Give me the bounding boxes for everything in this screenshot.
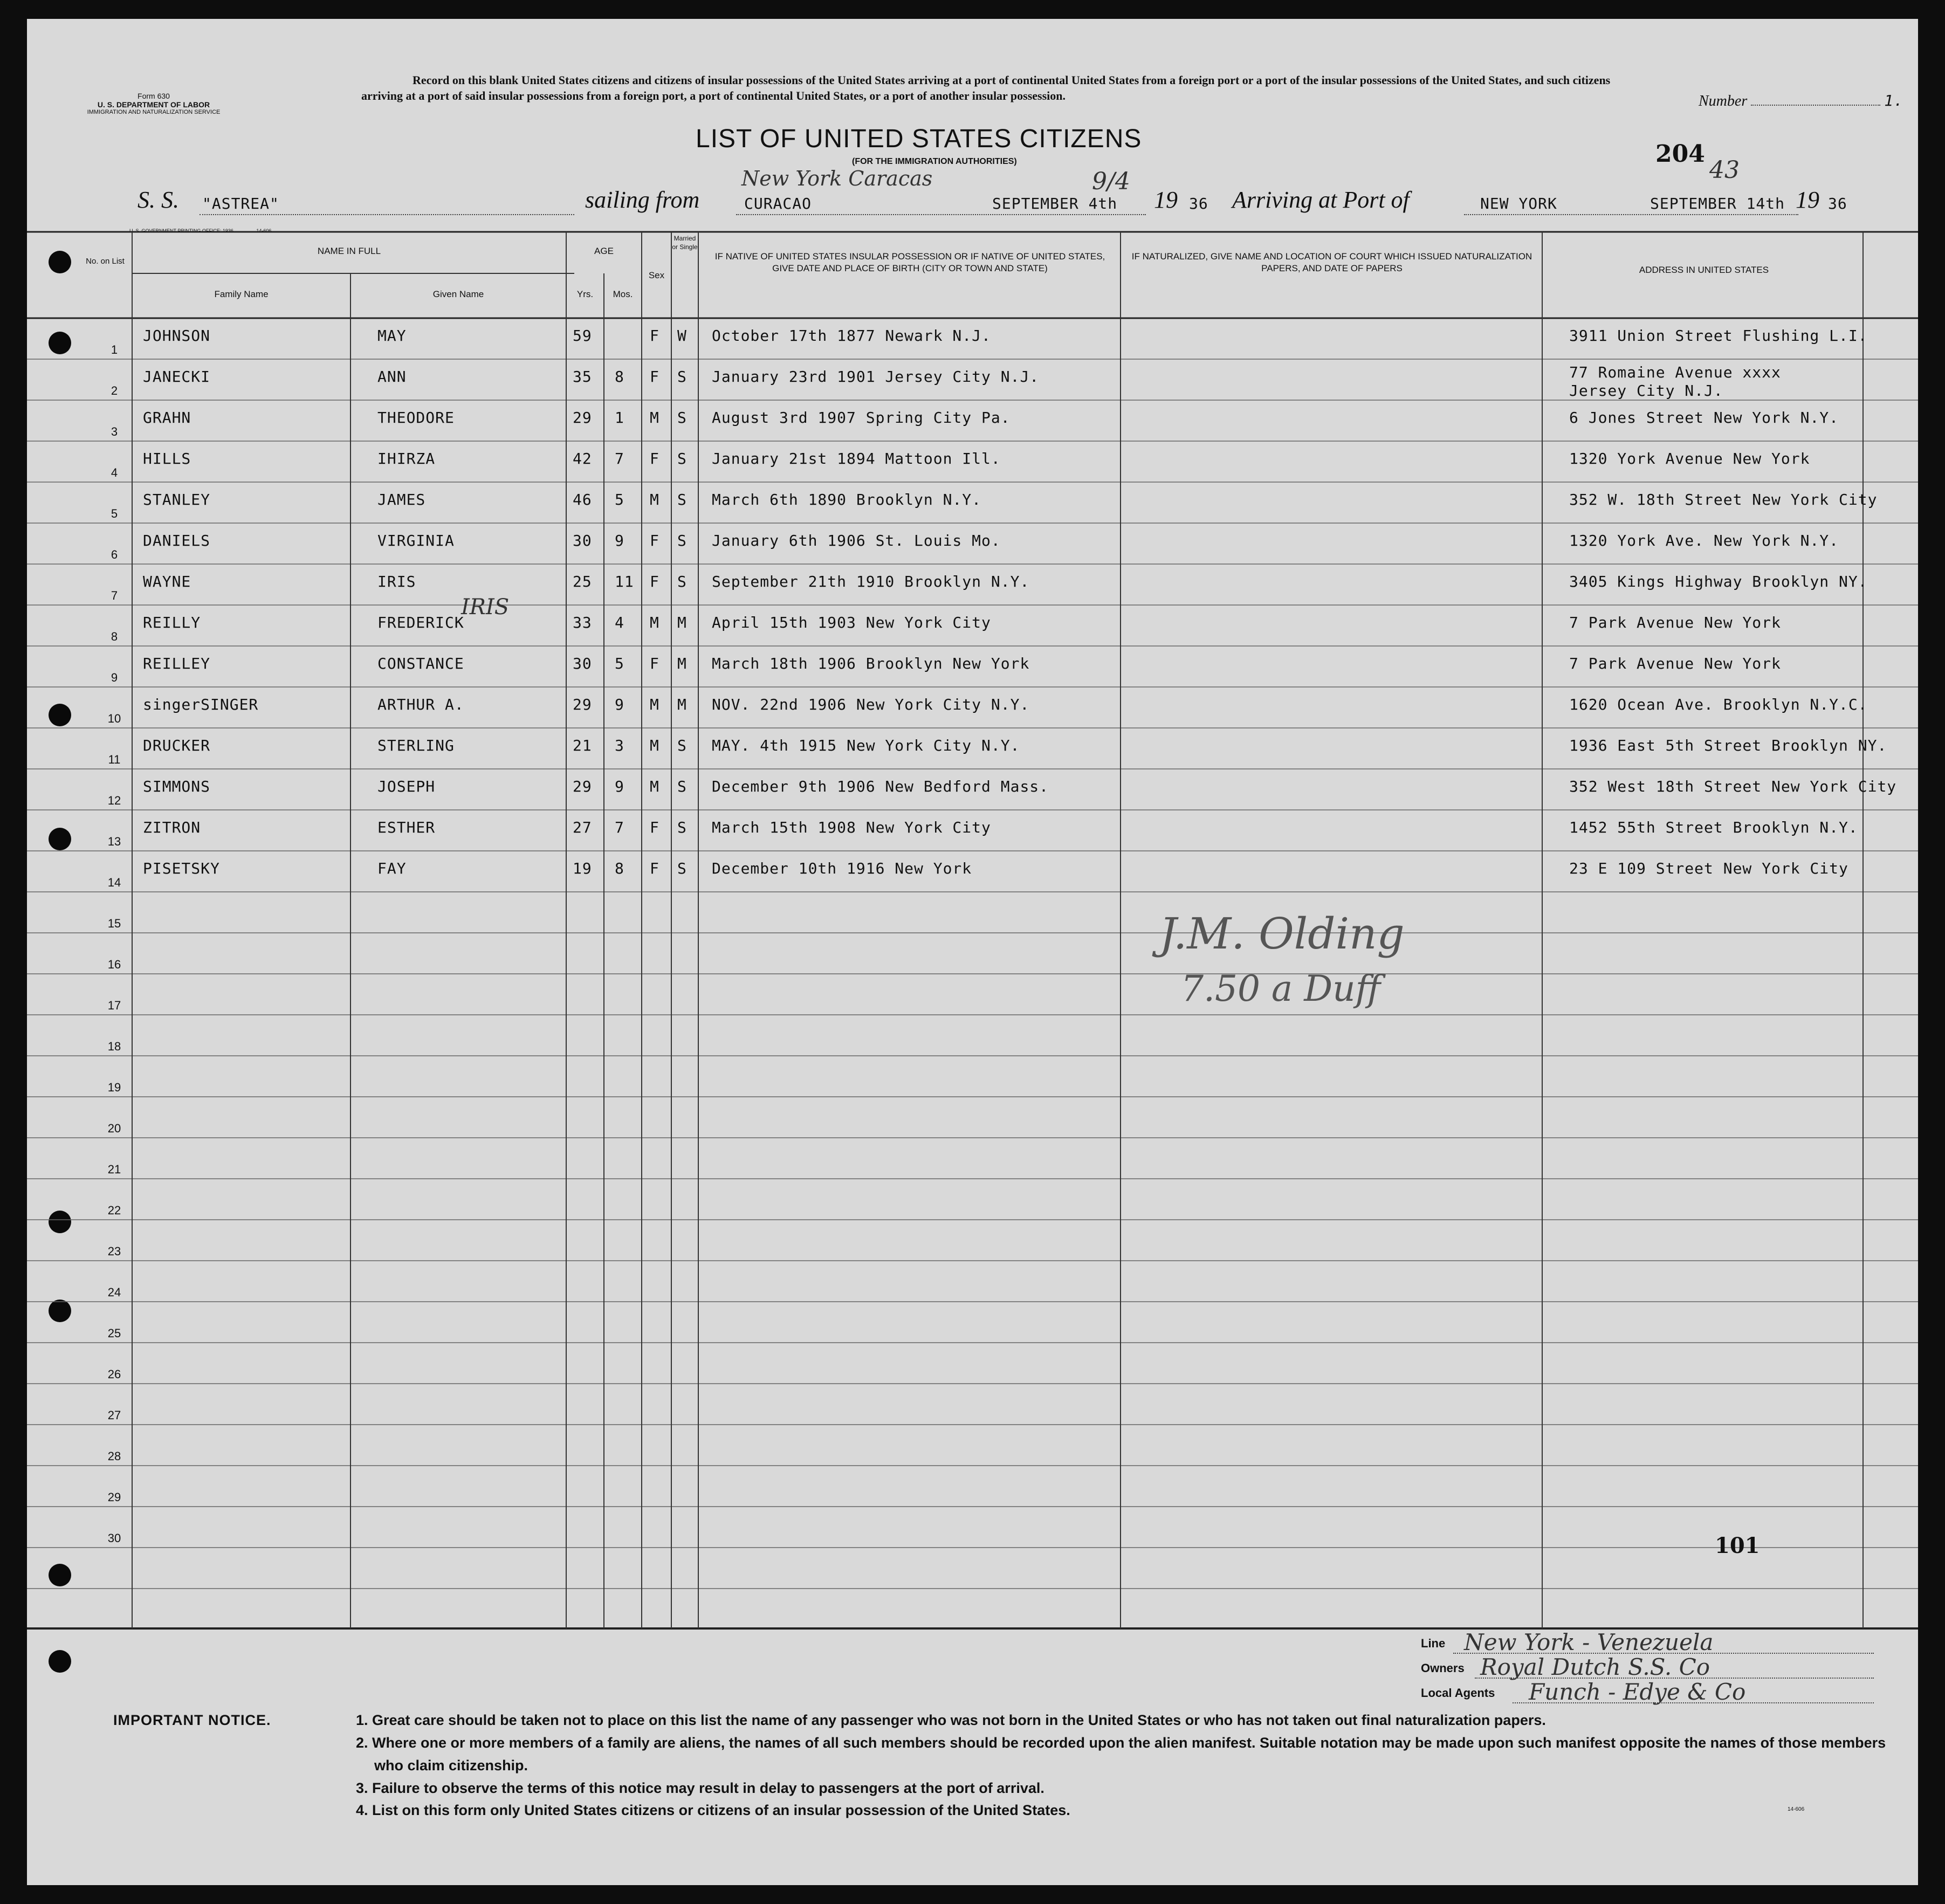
table-row: [27, 482, 1918, 523]
table-row: [27, 646, 1918, 687]
row-number: 12: [107, 794, 121, 807]
birth-info: September 21th 1910 Brooklyn N.Y.: [712, 573, 1030, 590]
marital-status: M: [677, 614, 687, 631]
owners-value: Royal Dutch S.S. Co: [1480, 1654, 1710, 1680]
family-name: SIMMONS: [143, 778, 211, 795]
row-number: 29: [107, 1490, 121, 1504]
address: 1452 55th Street Brooklyn N.Y.: [1569, 819, 1858, 836]
arrival-date: SEPTEMBER 14th: [1650, 195, 1785, 212]
row-number: 30: [107, 1531, 121, 1545]
marital-status: S: [677, 573, 687, 590]
given-name: VIRGINIA: [377, 532, 455, 549]
given-name: JAMES: [377, 491, 426, 508]
arriving-label: Arriving at Port of: [1232, 187, 1410, 213]
table-row: [27, 851, 1918, 892]
age-months: 11: [615, 573, 634, 590]
family-name: HILLS: [143, 450, 191, 468]
row-number: 28: [107, 1449, 121, 1463]
row-number: 15: [107, 917, 121, 930]
sex: F: [650, 819, 659, 836]
table-row: [27, 400, 1918, 441]
birth-info: January 23rd 1901 Jersey City N.J.: [712, 368, 1040, 386]
address: 352 West 18th Street New York City: [1569, 778, 1897, 795]
birth-info: MAY. 4th 1915 New York City N.Y.: [712, 737, 1020, 754]
table-row: [27, 441, 1918, 482]
family-name: singerSINGER: [143, 696, 259, 713]
col-header-mos: Mos.: [613, 289, 633, 299]
row-number: 20: [107, 1122, 121, 1135]
given-name: CONSTANCE: [377, 655, 464, 672]
handwritten-overwrite: New York Caracas: [741, 167, 933, 190]
notice-item-3: 3. Failure to observe the terms of this notice may result in delay to passengers at the port of arrival.: [356, 1779, 1044, 1796]
given-name: FREDERICK: [377, 614, 464, 631]
age-years: 30: [573, 655, 592, 672]
address: 1320 York Ave. New York N.Y.: [1569, 532, 1839, 549]
row-number: 17: [107, 999, 121, 1012]
family-name: PISETSKY: [143, 860, 220, 877]
age-months: 8: [615, 368, 624, 386]
inspector-signature: J.M. Olding: [1159, 909, 1405, 959]
row-number: 4: [111, 466, 118, 479]
given-name: STERLING: [377, 737, 455, 754]
notice-item-2: 2. Where one or more members of a family are aliens, the names of all such members should be recorded upon the alien manifest. Suitable notation may be made upon such manifest opposite the names of those members who claim citizenship.: [356, 1734, 1886, 1774]
table-row: [27, 564, 1918, 605]
marital-status: W: [677, 327, 687, 345]
birth-info: April 15th 1903 New York City: [712, 614, 991, 631]
birth-info: December 10th 1916 New York: [712, 860, 972, 877]
page-annotation: 43: [1709, 156, 1740, 184]
table-row: [27, 728, 1918, 769]
sex: F: [650, 327, 659, 345]
marital-status: S: [677, 819, 687, 836]
birth-info: December 9th 1906 New Bedford Mass.: [712, 778, 1049, 795]
row-number: 8: [111, 630, 118, 643]
sex: F: [650, 450, 659, 468]
sex: M: [650, 409, 659, 427]
given-name: IRIS: [377, 573, 416, 590]
birth-info: January 6th 1906 St. Louis Mo.: [712, 532, 1001, 549]
row-number: 16: [107, 958, 121, 971]
age-months: 9: [615, 532, 624, 549]
line-value: New York - Venezuela: [1464, 1629, 1714, 1655]
sailing-label: sailing from: [585, 187, 700, 213]
table-row: [27, 687, 1918, 728]
table-row: [27, 769, 1918, 810]
marital-status: S: [677, 368, 687, 386]
family-name: JANECKI: [143, 368, 211, 386]
row-number: 22: [107, 1204, 121, 1217]
sex: M: [650, 614, 659, 631]
age-years: 33: [573, 614, 592, 631]
marital-status: S: [677, 737, 687, 754]
given-name: ARTHUR A.: [377, 696, 464, 713]
address: 77 Romaine Avenue xxxx: [1569, 363, 1781, 381]
ss-label: S. S.: [138, 187, 179, 213]
given-name: ESTHER: [377, 819, 436, 836]
family-name: DRUCKER: [143, 737, 211, 754]
age-years: 59: [573, 327, 592, 345]
page-title: LIST OF UNITED STATES CITIZENS: [696, 125, 1142, 153]
family-name: JOHNSON: [143, 327, 211, 345]
given-name: FAY: [377, 860, 407, 877]
family-name: ZITRON: [143, 819, 201, 836]
age-months: 1: [615, 409, 624, 427]
address: 3911 Union Street Flushing L.I.: [1569, 327, 1868, 345]
given-name: IHIRZA: [377, 450, 436, 468]
address: 352 W. 18th Street New York City: [1569, 491, 1878, 508]
birth-info: August 3rd 1907 Spring City Pa.: [712, 409, 1011, 427]
age-years: 25: [573, 573, 592, 590]
table-row: [27, 359, 1918, 400]
sex: F: [650, 368, 659, 386]
birth-info: March 6th 1890 Brooklyn N.Y.: [712, 491, 982, 508]
ship-name: "ASTREA": [202, 195, 279, 212]
age-months: 9: [615, 778, 624, 795]
page-subtitle: (FOR THE IMMIGRATION AUTHORITIES): [852, 157, 1017, 166]
address: 7 Park Avenue New York: [1569, 655, 1781, 672]
agents-label: Local Agents: [1421, 1686, 1495, 1700]
age-months: 4: [615, 614, 624, 631]
notice-item-4: 4. List on this form only United States citizens or citizens of an insular possession of the United States.: [356, 1802, 1070, 1819]
form-number: Form 630: [138, 92, 170, 100]
birth-info: January 21st 1894 Mattoon Ill.: [712, 450, 1001, 468]
family-name: DANIELS: [143, 532, 211, 549]
age-months: 5: [615, 655, 624, 672]
row-number: 2: [111, 384, 118, 397]
col-header-name: NAME IN FULL: [317, 246, 381, 256]
table-row: [27, 605, 1918, 646]
arrival-port: NEW YORK: [1480, 195, 1557, 212]
col-header-sex: Sex: [648, 270, 665, 280]
family-name: REILLEY: [143, 655, 211, 672]
col-header-yrs: Yrs.: [576, 289, 594, 299]
birth-info: NOV. 22nd 1906 New York City N.Y.: [712, 696, 1030, 713]
age-years: 42: [573, 450, 592, 468]
age-months: 7: [615, 450, 624, 468]
age-years: 21: [573, 737, 592, 754]
notice-label: IMPORTANT NOTICE.: [113, 1712, 271, 1728]
service-name: IMMIGRATION AND NATURALIZATION SERVICE: [87, 109, 221, 116]
age-months: 7: [615, 819, 624, 836]
family-name: WAYNE: [143, 573, 191, 590]
agents-value: Funch - Edye & Co: [1529, 1679, 1746, 1705]
given-name: MAY: [377, 327, 407, 345]
table-row: [27, 810, 1918, 851]
age-years: 19: [573, 860, 592, 877]
row-number: 23: [107, 1245, 121, 1258]
notice-item-1: 1. Great care should be taken not to place on this list the name of any passenger who was not born in the United States or who has not taken out final naturalization papers.: [356, 1712, 1546, 1728]
given-name: THEODORE: [377, 409, 455, 427]
row-number: 5: [111, 507, 118, 520]
number-value: 1.: [1884, 92, 1903, 109]
col-header-naturalized: IF NATURALIZED, GIVE NAME AND LOCATION OF COURT WHICH ISSUED NATURALIZATION PAPERS, AND DATE OF PAPERS: [1131, 251, 1532, 274]
row-number: 25: [107, 1326, 121, 1340]
handwritten-date: 9/4: [1092, 168, 1130, 195]
address: 7 Park Avenue New York: [1569, 614, 1781, 631]
sex: F: [650, 860, 659, 877]
age-years: 27: [573, 819, 592, 836]
row-number: 18: [107, 1040, 121, 1053]
year-prefix-1: 19: [1154, 187, 1178, 213]
manifest-page: [27, 19, 1918, 1885]
iris-note: IRIS: [461, 595, 510, 620]
instruction-text: Record on this blank United States citizens and citizens of insular possessions of the United States arriving at a port of continental United States from a foreign port or a port of the insular possessions of the United States, and such citizens arriving at a port of said insular possessions from a foreign port, a port of continental United States, or a port of another insular possession.: [361, 73, 1611, 102]
line-label: Line: [1421, 1637, 1446, 1650]
row-number: 10: [107, 712, 121, 725]
address: 6 Jones Street New York N.Y.: [1569, 409, 1839, 427]
printer-code: 14-606: [256, 228, 272, 233]
age-months: 5: [615, 491, 624, 508]
family-name: STANLEY: [143, 491, 211, 508]
footer-code: 14-606: [1788, 1806, 1805, 1812]
family-name: GRAHN: [143, 409, 191, 427]
row-number: 21: [107, 1163, 121, 1176]
row-number: 24: [107, 1286, 121, 1299]
age-months: 9: [615, 696, 624, 713]
col-header-no: No. on List: [86, 257, 125, 266]
col-header-address: ADDRESS IN UNITED STATES: [1639, 265, 1769, 275]
row-number: 27: [107, 1408, 121, 1422]
address: 23 E 109 Street New York City: [1569, 860, 1848, 877]
year-prefix-2: 19: [1796, 187, 1819, 213]
address-line-2: Jersey City N.J.: [1569, 382, 1723, 400]
sex: F: [650, 655, 659, 672]
age-years: 29: [573, 409, 592, 427]
row-number: 9: [111, 671, 118, 684]
number-label: Number: [1699, 93, 1748, 109]
table-row: [27, 523, 1918, 564]
year-2: 36: [1828, 195, 1847, 212]
marital-status: M: [677, 696, 687, 713]
birth-info: March 15th 1908 New York City: [712, 819, 991, 836]
age-years: 35: [573, 368, 592, 386]
col-header-married: Married or Single: [672, 235, 698, 251]
printer-text: U. S. GOVERNMENT PRINTING OFFICE: 1936: [129, 228, 233, 233]
age-months: 3: [615, 737, 624, 754]
inspector-note: 7.50 a Duff: [1181, 968, 1381, 1009]
age-years: 29: [573, 778, 592, 795]
birth-info: October 17th 1877 Newark N.J.: [712, 327, 991, 345]
address: 1620 Ocean Ave. Brooklyn N.Y.C.: [1569, 696, 1868, 713]
birth-info: March 18th 1906 Brooklyn New York: [712, 655, 1030, 672]
row-number: 13: [107, 835, 121, 848]
sex: M: [650, 491, 659, 508]
sex: M: [650, 737, 659, 754]
row-number: 7: [111, 589, 118, 602]
sex: F: [650, 573, 659, 590]
col-header-family: Family Name: [214, 289, 269, 299]
col-header-given: Given Name: [432, 289, 484, 299]
marital-status: S: [677, 778, 687, 795]
marital-status: S: [677, 491, 687, 508]
table-row: [27, 318, 1918, 359]
given-name: ANN: [377, 368, 407, 386]
department-name: U. S. DEPARTMENT OF LABOR: [97, 100, 210, 109]
age-years: 30: [573, 532, 592, 549]
sex: M: [650, 778, 659, 795]
address: 3405 Kings Highway Brooklyn NY.: [1569, 573, 1868, 590]
row-number: 11: [108, 753, 121, 766]
page-number: 204: [1655, 140, 1705, 168]
age-months: 8: [615, 860, 624, 877]
col-header-age: AGE: [594, 246, 614, 256]
sex: M: [650, 696, 659, 713]
year-1: 36: [1189, 195, 1208, 212]
given-name: JOSEPH: [377, 778, 436, 795]
marital-status: S: [677, 860, 687, 877]
age-years: 29: [573, 696, 592, 713]
row-number: 1: [111, 343, 118, 356]
stamp-number: 101: [1715, 1533, 1760, 1558]
col-header-birth: IF NATIVE OF UNITED STATES INSULAR POSSESSION OR IF NATIVE OF UNITED STATES, GIVE DATE AND PLACE OF BIRTH (CITY OR TOWN AND STATE): [714, 251, 1105, 274]
age-years: 46: [573, 491, 592, 508]
row-number: 19: [107, 1081, 121, 1094]
marital-status: S: [677, 409, 687, 427]
row-number: 6: [111, 548, 118, 561]
marital-status: S: [677, 532, 687, 549]
sailing-date: SEPTEMBER 4th: [992, 195, 1118, 212]
marital-status: S: [677, 450, 687, 468]
marital-status: M: [677, 655, 687, 672]
departure-port: CURACAO: [744, 195, 812, 212]
row-number: 26: [107, 1367, 121, 1381]
notice-list: [356, 1709, 1893, 1822]
sex: F: [650, 532, 659, 549]
family-name: REILLY: [143, 614, 201, 631]
carrier-info: [1421, 1629, 1906, 1711]
address: 1320 York Avenue New York: [1569, 450, 1810, 468]
row-number: 3: [111, 425, 118, 438]
row-number: 14: [107, 876, 121, 889]
owners-label: Owners: [1421, 1661, 1465, 1675]
address: 1936 East 5th Street Brooklyn NY.: [1569, 737, 1887, 754]
